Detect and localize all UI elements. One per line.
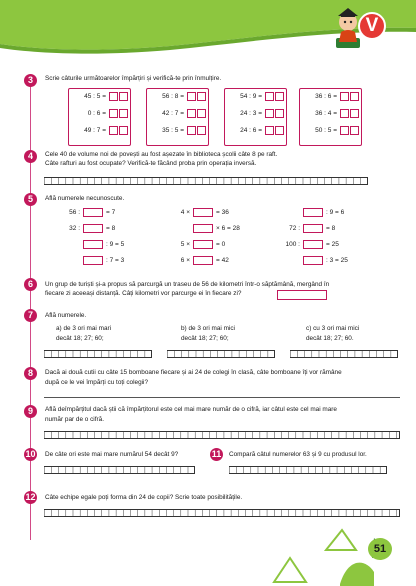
exercise-6-badge: 6 bbox=[24, 278, 37, 291]
ex5-equation bbox=[50, 240, 124, 249]
exercise-3-instruction: Scrie câturile următoarelor împărțiri și verifică-te prin înmulțire. bbox=[45, 75, 222, 82]
footer-decoration bbox=[270, 528, 416, 586]
answer-box[interactable] bbox=[83, 240, 103, 249]
answer-box[interactable] bbox=[275, 109, 284, 118]
ex3-division-item bbox=[72, 126, 128, 135]
answer-box[interactable] bbox=[193, 224, 213, 233]
answer-grid-ex7-c[interactable] bbox=[290, 350, 398, 358]
ex5-equation bbox=[50, 256, 124, 265]
ex5-equation-prefix: 6 × bbox=[180, 257, 190, 265]
exercise-9-text-line2: număr par de o cifră. bbox=[45, 416, 104, 423]
answer-box[interactable] bbox=[350, 109, 359, 118]
answer-box[interactable] bbox=[197, 109, 206, 118]
answer-grid-ex7-b[interactable] bbox=[167, 350, 275, 358]
exercise-9-text-line1: Află deîmpărțitul dacă știi că împărțitorul este cel mai mare număr de o cifră, iar câtul este cel mai mare bbox=[45, 406, 337, 413]
exercise-5-badge: 5 bbox=[24, 193, 37, 206]
ex7-b-line1: b) de 3 ori mai mici bbox=[181, 325, 235, 332]
answer-box[interactable] bbox=[119, 126, 128, 135]
ex3-division-item bbox=[303, 109, 359, 118]
answer-box[interactable] bbox=[193, 208, 213, 217]
ex5-equation bbox=[270, 208, 344, 217]
exercise-3-badge: 3 bbox=[24, 74, 37, 87]
answer-box[interactable] bbox=[109, 92, 118, 101]
answer-box[interactable] bbox=[187, 126, 196, 135]
answer-box[interactable] bbox=[187, 92, 196, 101]
ex5-equation-suffix: = 0 bbox=[216, 241, 226, 249]
answer-box[interactable] bbox=[303, 224, 323, 233]
exercise-9-badge: 9 bbox=[24, 405, 37, 418]
ex5-equation-suffix: : 7 = 3 bbox=[106, 257, 125, 265]
ex5-equation bbox=[270, 256, 348, 265]
answer-box[interactable] bbox=[265, 92, 274, 101]
ex6-answer-box[interactable] bbox=[277, 290, 327, 300]
exercise-8-badge: 8 bbox=[24, 367, 37, 380]
exercise-6-text-line1: Un grup de turiști și-a propus să parcurgă un traseu de 56 de kilometri într-o săptămână, mergând în bbox=[45, 281, 330, 288]
ex5-equation bbox=[160, 256, 229, 265]
ex7-b-line2: decât 18; 27; 60; bbox=[181, 335, 229, 342]
ex3-division-label: 54 : 9 = bbox=[240, 93, 262, 101]
ex5-equation-suffix: : 3 = 25 bbox=[326, 257, 348, 265]
exercise-10-text: De câte ori este mai mare numărul 54 decât 9? bbox=[45, 451, 179, 458]
exercise-12-badge: 12 bbox=[25, 492, 36, 502]
answer-box[interactable] bbox=[340, 126, 349, 135]
exercise-6-text-line2: fiecare zi aceeași distanță. Câți kilometri vor parcurge ei în fiecare zi? bbox=[45, 290, 242, 297]
answer-box[interactable] bbox=[197, 126, 206, 135]
answer-box[interactable] bbox=[83, 224, 103, 233]
answer-box[interactable] bbox=[187, 109, 196, 118]
ex3-division-label: 24 : 6 = bbox=[240, 127, 262, 135]
ex5-equation-suffix: = 8 bbox=[326, 225, 336, 233]
ex5-equation-suffix: = 7 bbox=[106, 209, 116, 217]
ex3-division-item bbox=[228, 109, 284, 118]
answer-grid-ex10[interactable] bbox=[44, 466, 195, 474]
exercise-12-text: Câte echipe egale poți forma din 24 de copii? Scrie toate posibilitățile. bbox=[45, 494, 243, 501]
answer-box[interactable] bbox=[275, 92, 284, 101]
answer-box[interactable] bbox=[350, 92, 359, 101]
answer-grid-ex12[interactable] bbox=[44, 509, 400, 517]
ex7-a-line2: decât 18; 27; 60; bbox=[56, 335, 104, 342]
answer-grid-ex4[interactable] bbox=[44, 177, 368, 185]
ex3-division-label: 42 : 7 = bbox=[162, 110, 184, 118]
ex5-equation-suffix: : 9 = 6 bbox=[326, 209, 345, 217]
ex5-equation-prefix: 100 : bbox=[285, 241, 300, 249]
ex3-division-item bbox=[150, 92, 206, 101]
ex5-equation-prefix: 4 × bbox=[180, 209, 190, 217]
exercise-5-instruction: Află numerele necunoscute. bbox=[45, 195, 125, 202]
exercise-10-badge: 10 bbox=[25, 449, 36, 459]
answer-box[interactable] bbox=[119, 92, 128, 101]
answer-box[interactable] bbox=[109, 109, 118, 118]
ex5-equation bbox=[50, 224, 115, 233]
answer-box[interactable] bbox=[265, 126, 274, 135]
exercise-7-badge: 7 bbox=[24, 309, 37, 322]
ex5-equation-prefix: 32 : bbox=[69, 225, 80, 233]
ex7-a-line1: a) de 3 ori mai mari bbox=[56, 325, 112, 332]
answer-box[interactable] bbox=[275, 126, 284, 135]
ex3-division-item bbox=[228, 92, 284, 101]
ex5-equation bbox=[50, 208, 115, 217]
exercise-4-text-line1: Cele 40 de volume noi de povești au fost așezate în biblioteca școlii câte 8 pe raft. bbox=[45, 151, 278, 158]
ex5-equation-prefix: 72 : bbox=[289, 225, 300, 233]
ex3-division-label: 45 : 5 = bbox=[84, 93, 106, 101]
ex5-equation-suffix: = 25 bbox=[326, 241, 339, 249]
ex3-division-item bbox=[303, 126, 359, 135]
answer-box[interactable] bbox=[193, 240, 213, 249]
ex3-division-item bbox=[72, 109, 128, 118]
ex5-equation-suffix: = 36 bbox=[216, 209, 229, 217]
answer-grid-ex9[interactable] bbox=[44, 431, 400, 439]
ex5-equation bbox=[270, 224, 335, 233]
ex3-division-label: 36 : 4 = bbox=[315, 110, 337, 118]
answer-box[interactable] bbox=[303, 208, 323, 217]
answer-box[interactable] bbox=[119, 109, 128, 118]
ex5-equation-prefix: 5 × bbox=[180, 241, 190, 249]
answer-box[interactable] bbox=[109, 126, 118, 135]
answer-box[interactable] bbox=[340, 92, 349, 101]
ex5-equation bbox=[270, 240, 339, 249]
ex3-division-label: 56 : 8 = bbox=[162, 93, 184, 101]
ex3-division-label: 50 : 5 = bbox=[315, 127, 337, 135]
ex5-equation-suffix: : 9 = 5 bbox=[106, 241, 125, 249]
ex7-c-line2: decât 18; 27; 60. bbox=[306, 335, 354, 342]
exercise-7-instruction: Află numerele. bbox=[45, 312, 87, 319]
exercise-11-text: Compară câtul numerelor 63 și 9 cu produsul lor. bbox=[229, 451, 367, 458]
page-number: 51 bbox=[368, 538, 392, 560]
answer-box[interactable] bbox=[303, 240, 323, 249]
exercise-4-text-line2: Câte rafturi au fost ocupate? Verifică-te făcând proba prin operația inversă. bbox=[45, 160, 257, 167]
ex5-equation bbox=[160, 224, 240, 233]
answer-box[interactable] bbox=[83, 208, 103, 217]
ex3-division-label: 24 : 3 = bbox=[240, 110, 262, 118]
ex3-division-item bbox=[228, 126, 284, 135]
ex5-equation bbox=[160, 208, 229, 217]
ex5-equation-suffix: × 6 = 28 bbox=[216, 225, 240, 233]
ex5-equation-suffix: = 8 bbox=[106, 225, 116, 233]
answer-box[interactable] bbox=[350, 126, 359, 135]
ex3-division-item bbox=[72, 92, 128, 101]
ex3-division-item bbox=[150, 109, 206, 118]
ex3-division-item bbox=[303, 92, 359, 101]
ex3-division-label: 49 : 7 = bbox=[84, 127, 106, 135]
ex5-equation bbox=[160, 240, 225, 249]
answer-grid-ex11[interactable] bbox=[229, 466, 387, 474]
exercise-8-text-line1: Dacă ai două cutii cu câte 15 bomboane fiecare și ai 24 de colegi în clasă, câte bomboane îți vor rămâne bbox=[45, 369, 342, 376]
ex5-equation-suffix: = 42 bbox=[216, 257, 229, 265]
answer-box[interactable] bbox=[303, 256, 323, 265]
ex7-c-line1: c) cu 3 ori mai mici bbox=[306, 325, 360, 332]
ex3-division-label: 0 : 6 = bbox=[87, 110, 106, 118]
ex3-division-item bbox=[150, 126, 206, 135]
answer-box[interactable] bbox=[340, 109, 349, 118]
exercise-11-badge: 11 bbox=[211, 449, 222, 459]
ex3-division-label: 35 : 5 = bbox=[162, 127, 184, 135]
answer-grid-ex7-a[interactable] bbox=[44, 350, 152, 358]
answer-box[interactable] bbox=[193, 256, 213, 265]
answer-box[interactable] bbox=[265, 109, 274, 118]
exercise-4-badge: 4 bbox=[24, 150, 37, 163]
answer-box[interactable] bbox=[197, 92, 206, 101]
answer-line-ex8[interactable] bbox=[44, 397, 400, 398]
exercise-8-text-line2: după ce le vei împărți cu toți colegii? bbox=[45, 379, 149, 386]
v-badge: V bbox=[358, 12, 386, 40]
ex3-division-label: 36 : 6 = bbox=[315, 93, 337, 101]
answer-box[interactable] bbox=[83, 256, 103, 265]
ex5-equation-prefix: 56 : bbox=[69, 209, 80, 217]
